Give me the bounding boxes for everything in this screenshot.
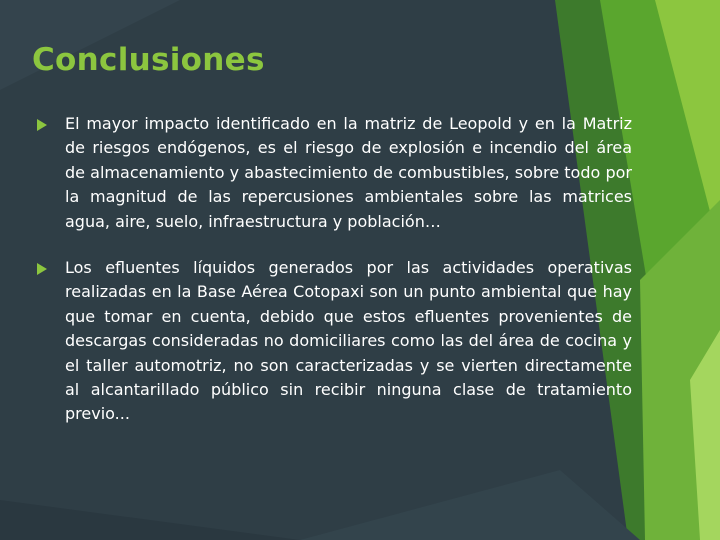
bullet-list bbox=[36, 112, 632, 449]
bullet-item bbox=[36, 256, 632, 427]
slide-title: Conclusiones bbox=[32, 42, 265, 78]
right-triangle-arrow-icon bbox=[36, 119, 48, 131]
right-triangle-arrow-icon bbox=[36, 263, 48, 275]
bullet-item bbox=[36, 112, 632, 234]
bullet-text: El mayor impacto identificado en la matriz de Leopold y en la Matriz de riesgos endógenos, es el riesgo de explosión e incendio del área de almacenamiento y abastecimiento de combustibles, sobre todo por la magnitud de las repercusiones ambientales sobre las matrices agua, aire, suelo, infraestructura y población… bbox=[65, 114, 632, 231]
facet-shape bbox=[300, 470, 640, 540]
facet-shape bbox=[0, 500, 300, 540]
bullet-text: Los efluentes líquidos generados por las actividades operativas realizadas en la Base Aérea Cotopaxi son un punto ambiental que hay que tomar en cuenta, debido que estos efluentes provenientes de descargas consideradas no domiciliares como las del área de cocina y el taller automotriz, no son caracterizadas y se vierten directamente al alcantarillado público sin recibir ninguna clase de tratamiento previo... bbox=[65, 258, 632, 424]
